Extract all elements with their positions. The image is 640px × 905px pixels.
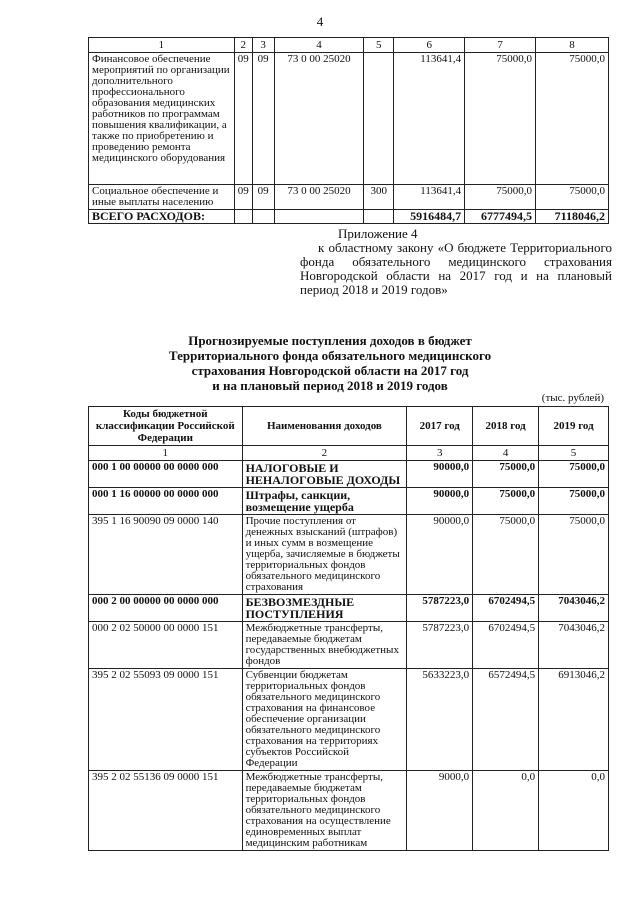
title-line: Прогнозируемые поступления доходов в бюджет: [188, 333, 472, 348]
table-row: [89, 515, 609, 595]
row-value-2018: 75000,0: [465, 53, 536, 185]
col-number: 6: [394, 38, 465, 53]
header-name: Наименования доходов: [242, 407, 407, 446]
row-value-2019: 7043046,2: [539, 622, 609, 669]
row-value-2017: 90000,0: [407, 461, 473, 488]
col-number: 2: [234, 38, 252, 53]
row-name: Прочие поступления от денежных взысканий (штрафов) и иных сумм в возмещение ущерба, зачисляемые в бюджеты территориальных фондов обязательного медицинского страхования: [242, 515, 407, 595]
col-number: 4: [274, 38, 364, 53]
row-value-2017: 9000,0: [407, 771, 473, 851]
row-value-2017: 5633223,0: [407, 669, 473, 771]
row-value-2019: 75000,0: [536, 185, 609, 210]
row-code: 000 1 16 00000 00 0000 000: [89, 488, 243, 515]
row-value-2018: 75000,0: [473, 515, 539, 595]
row-name: Субвенции бюджетам территориальных фондов обязательного медицинского страхования на финансовое обеспечение организации обязательного медицинского страхования на территориях субъектов Российской Федерации: [242, 669, 407, 771]
row-name: Штрафы, санкции, возмещение ущерба: [242, 488, 407, 515]
table-header-row: [89, 407, 609, 446]
col-number: 5: [364, 38, 394, 53]
row-subsection: 09: [252, 185, 274, 210]
col-number: 8: [536, 38, 609, 53]
total-2017: 5916484,7: [394, 210, 465, 224]
table-row: [89, 488, 609, 515]
row-code: 395 2 02 55093 09 0000 151: [89, 669, 243, 771]
title-line: Территориального фонда обязательного медицинского: [168, 348, 492, 363]
row-target: 73 0 00 25020: [274, 53, 364, 185]
appendix-title: Приложение 4: [338, 226, 418, 241]
column-numbers-row: [89, 446, 609, 461]
row-value-2018: 6572494,5: [473, 669, 539, 771]
row-code: 395 1 16 90090 09 0000 140: [89, 515, 243, 595]
row-name: НАЛОГОВЫЕ И НЕНАЛОГОВЫЕ ДОХОДЫ: [242, 461, 407, 488]
total-2018: 6777494,5: [465, 210, 536, 224]
table-row: [89, 669, 609, 771]
row-name: Социальное обеспечение и иные выплаты населению: [89, 185, 235, 210]
page-title: [130, 333, 530, 393]
col-number: 1: [89, 38, 235, 53]
row-code: 000 2 00 00000 00 0000 000: [89, 595, 243, 622]
row-value-2017: 113641,4: [394, 53, 465, 185]
row-section: 09: [234, 53, 252, 185]
row-code: 395 2 02 55136 09 0000 151: [89, 771, 243, 851]
col-number: 4: [473, 446, 539, 461]
row-value-2019: 6913046,2: [539, 669, 609, 771]
row-type: 300: [364, 185, 394, 210]
expenses-table: [88, 37, 609, 224]
col-number: 2: [242, 446, 407, 461]
table-header-row: [89, 38, 609, 53]
row-value-2018: 6702494,5: [473, 595, 539, 622]
row-value-2019: 0,0: [539, 771, 609, 851]
row-type: [364, 53, 394, 185]
row-value-2018: 6702494,5: [473, 622, 539, 669]
row-subsection: 09: [252, 53, 274, 185]
row-value-2018: 75000,0: [465, 185, 536, 210]
row-code: 000 2 02 50000 00 0000 151: [89, 622, 243, 669]
total-row: [89, 210, 609, 224]
total-2019: 7118046,2: [536, 210, 609, 224]
row-value-2018: 0,0: [473, 771, 539, 851]
row-name: БЕЗВОЗМЕЗДНЫЕ ПОСТУПЛЕНИЯ: [242, 595, 407, 622]
revenue-table: [88, 406, 609, 851]
row-value-2017: 5787223,0: [407, 622, 473, 669]
table-row: [89, 771, 609, 851]
row-name: Межбюджетные трансферты, передаваемые бюджетам территориальных фондов обязательного медицинского страхования на осуществление единовременных выплат медицинским работникам: [242, 771, 407, 851]
row-target: 73 0 00 25020: [274, 185, 364, 210]
total-label: ВСЕГО РАСХОДОВ:: [89, 210, 235, 224]
row-value-2019: 75000,0: [539, 515, 609, 595]
row-value-2017: 90000,0: [407, 515, 473, 595]
row-value-2018: 75000,0: [473, 488, 539, 515]
row-value-2019: 75000,0: [539, 461, 609, 488]
units-label: (тыс. рублей): [541, 392, 604, 404]
page-number: 4: [316, 14, 324, 29]
row-value-2019: 7043046,2: [539, 595, 609, 622]
header-2017: 2017 год: [407, 407, 473, 446]
title-line: страхования Новгородской области на 2017 год: [191, 363, 469, 378]
row-value-2019: 75000,0: [539, 488, 609, 515]
table-row: [89, 622, 609, 669]
appendix-block: [300, 227, 612, 297]
col-number: 5: [539, 446, 609, 461]
header-2019: 2019 год: [539, 407, 609, 446]
table-row: [89, 185, 609, 210]
col-number: 7: [465, 38, 536, 53]
table-row: [89, 53, 609, 185]
row-code: 000 1 00 00000 00 0000 000: [89, 461, 243, 488]
appendix-body: к областному закону «О бюджете Территориального фонда обязательного медицинского страхования Новгородской области на 2017 год и на плановый период 2018 и 2019 годов»: [300, 240, 612, 297]
table-row: [89, 461, 609, 488]
row-name: Финансовое обеспечение мероприятий по организации дополнительного профессионального образования медицинских работников по программам повышения квалификации, а также по приобретению и проведению ремонта медицинского оборудования: [89, 53, 235, 185]
col-number: 3: [252, 38, 274, 53]
col-number: 1: [89, 446, 243, 461]
row-value-2019: 75000,0: [536, 53, 609, 185]
table-row: [89, 595, 609, 622]
row-name: Межбюджетные трансферты, передаваемые бюджетам государственных внебюджетных фондов: [242, 622, 407, 669]
col-number: 3: [407, 446, 473, 461]
header-2018: 2018 год: [473, 407, 539, 446]
row-value-2018: 75000,0: [473, 461, 539, 488]
row-value-2017: 113641,4: [394, 185, 465, 210]
row-section: 09: [234, 185, 252, 210]
header-code: Коды бюджетной классификации Российской Федерации: [89, 407, 243, 446]
row-value-2017: 5787223,0: [407, 595, 473, 622]
row-value-2017: 90000,0: [407, 488, 473, 515]
title-line: и на плановый период 2018 и 2019 годов: [212, 378, 448, 393]
